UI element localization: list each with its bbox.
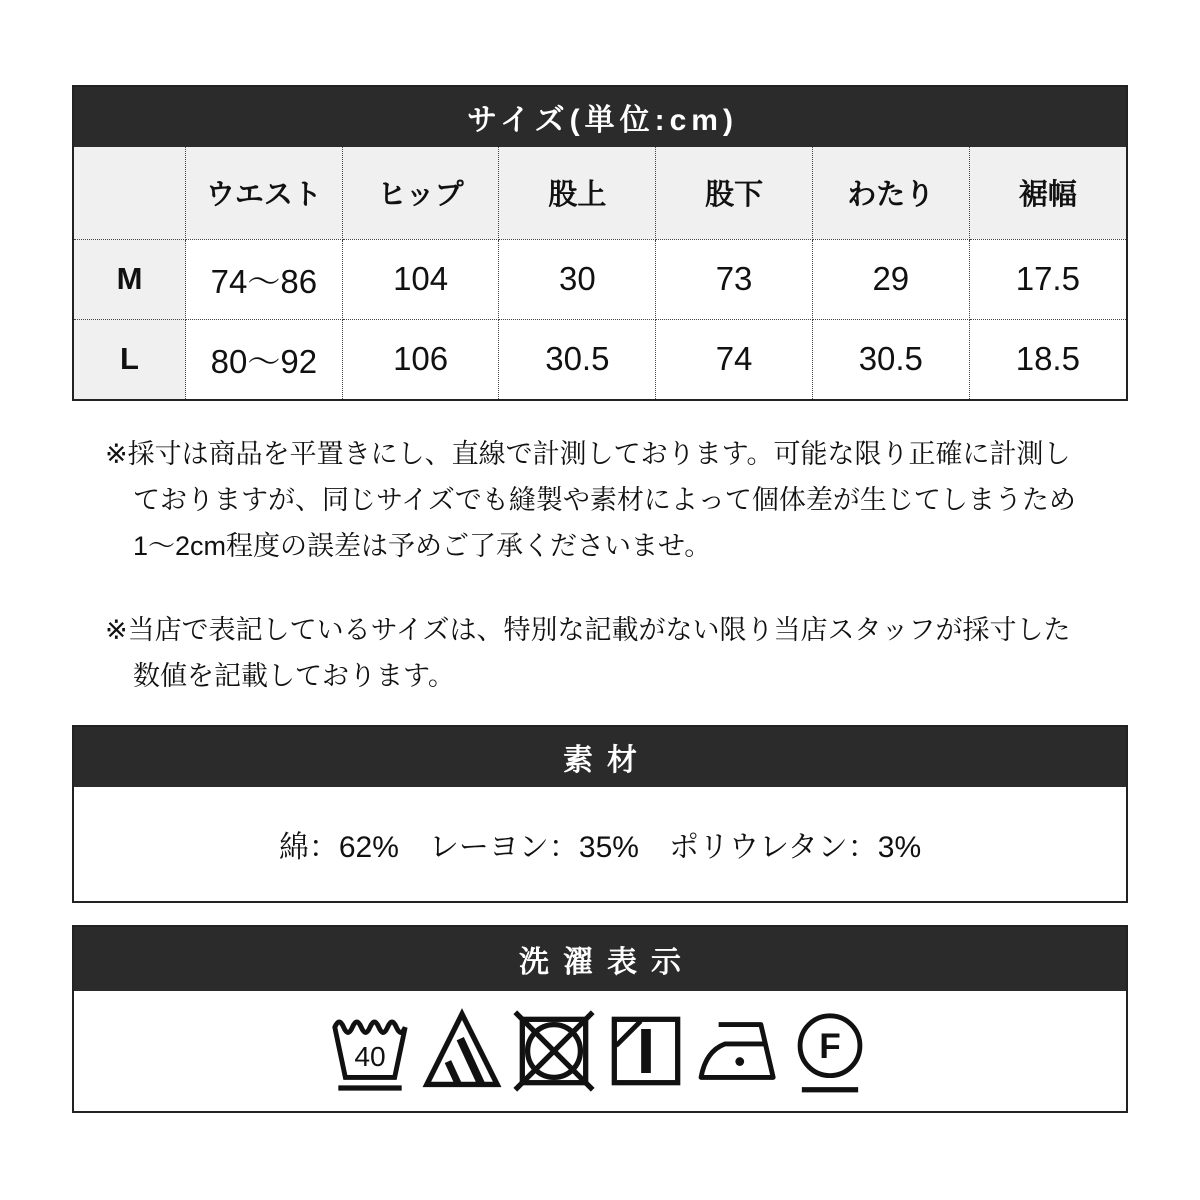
column-header-hip: ヒップ <box>342 147 499 239</box>
column-header-blank <box>74 147 186 239</box>
note-line: ておりますが、同じサイズでも縫製や素材によって個体差が生じてしまうため <box>133 485 1076 515</box>
notes <box>105 431 1128 699</box>
content <box>72 0 1128 1113</box>
line-dry-shade-icon <box>602 1007 690 1095</box>
cell-m-inseam: 73 <box>656 239 813 319</box>
size-label-l: L <box>74 319 186 399</box>
note-line: 数値を記載しております。 <box>133 661 455 691</box>
material-content: 綿：62% レーヨン：35% ポリウレタン：3% <box>278 831 922 864</box>
laundry-section <box>72 925 1128 1113</box>
note-line: ※当店で表記しているサイズは、特別な記載がない限り当店スタッフが採寸した <box>105 615 1071 645</box>
laundry-section-header <box>74 927 1126 991</box>
size-table <box>74 147 1126 399</box>
column-header-rise: 股上 <box>499 147 656 239</box>
column-header-thigh: わたり <box>812 147 969 239</box>
iron-low-temp-icon <box>694 1007 782 1095</box>
cell-m-rise: 30 <box>499 239 656 319</box>
laundry-icons <box>74 991 1126 1111</box>
cell-l-hip: 106 <box>342 319 499 399</box>
cell-l-thigh: 30.5 <box>812 319 969 399</box>
cell-l-waist: 80～92 <box>186 319 343 399</box>
no-tumble-dry-icon <box>510 1007 598 1095</box>
column-header-inseam: 股下 <box>656 147 813 239</box>
wash-40-gentle-icon <box>326 1007 414 1095</box>
size-row-m <box>74 239 1126 319</box>
material-section-header <box>74 727 1126 787</box>
note-staff-measured <box>105 607 1128 699</box>
cell-l-inseam: 74 <box>656 319 813 399</box>
cell-l-hem: 18.5 <box>969 319 1126 399</box>
size-label-m: M <box>74 239 186 319</box>
wash-temp-label: 40 <box>354 1040 386 1072</box>
size-table-header-row <box>74 147 1126 239</box>
size-row-l <box>74 319 1126 399</box>
dry-clean-f-gentle-icon <box>786 1007 874 1095</box>
size-section-title: サイズ(単位:cm) <box>467 104 738 137</box>
column-header-waist: ウエスト <box>186 147 343 239</box>
cell-m-thigh: 29 <box>812 239 969 319</box>
size-section-header <box>74 87 1126 147</box>
cell-m-waist: 74～86 <box>186 239 343 319</box>
column-header-hem: 裾幅 <box>969 147 1126 239</box>
note-line: 1～2cm程度の誤差は予めご了承くださいませ。 <box>133 531 712 561</box>
cell-l-rise: 30.5 <box>499 319 656 399</box>
material-section-title: 素材 <box>563 744 651 777</box>
cell-m-hem: 17.5 <box>969 239 1126 319</box>
size-section <box>72 85 1128 401</box>
non-chlorine-bleach-icon <box>418 1007 506 1095</box>
dry-clean-letter: F <box>819 1027 841 1067</box>
laundry-section-title: 洗濯表示 <box>519 946 695 979</box>
cell-m-hip: 104 <box>342 239 499 319</box>
note-line: ※採寸は商品を平置きにし、直線で計測しております。可能な限り正確に計測し <box>105 439 1071 469</box>
note-measurement <box>105 431 1128 569</box>
material-section <box>72 725 1128 903</box>
